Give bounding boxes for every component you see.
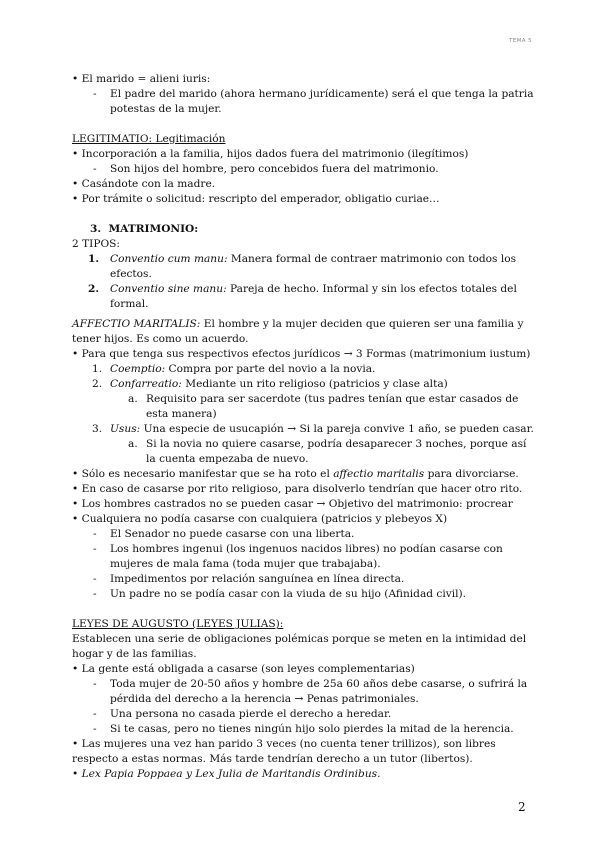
dash-no-casada: - Una persona no casada pierde el derecho a heredar. — [72, 707, 538, 722]
bullet-cualquiera: • Cualquiera no podía casarse con cualquiera (patricios y plebeyos X) — [72, 513, 448, 525]
tipo-sine-manu: 2. Conventio sine manu: Pareja de hecho. Informal y sin los efectos totales del formal. — [88, 283, 517, 310]
leyes-title: LEYES DE AUGUSTO (LEYES JULIAS): — [72, 618, 284, 630]
bullet-mujeres: • Las mujeres una vez han parido 3 veces (no cuenta tener trillizos), son libres respecto a estas normas. Más tarde tendrían derecho a un tutor (libertos). — [72, 738, 496, 765]
dash-afinidad: - Un padre no se podía casar con la viuda de su hijo (Afinidad civil). — [72, 587, 538, 602]
bullet-formas: • Para que tenga sus respectivos efectos jurídicos → 3 Formas (matrimonium iustum) — [72, 348, 531, 360]
dash-impedimentos: - Impedimentos por relación sanguínea en línea directa. — [72, 572, 538, 587]
confarreatio-requisito: a. Requisito para ser sacerdote (tus padres tenían que estar casados de esta manera) — [128, 393, 519, 420]
bullet-tramite: • Por trámite o solicitud: rescripto del emperador, obligatio curiae… — [72, 193, 440, 205]
bullet-marido: • El marido = alieni iuris: — [72, 73, 211, 85]
affectio-paragraph: AFFECTIO MARITALIS: El hombre y la mujer deciden que quieren ser una familia y tener hijos. Es como un acuerdo. — [72, 318, 524, 345]
bullet-obligada: • La gente está obligada a casarse (son leyes complementarias) — [72, 663, 415, 675]
bullet-incorporacion: • Incorporación a la familia, hijos dados fuera del matrimonio (ilegítimos) — [72, 148, 469, 160]
dash-senador: - El Senador no puede casarse con una liberta. — [72, 527, 538, 542]
forma-confarreatio: 2. Confarreatio: Mediante un rito religioso (patricios y clase alta) — [92, 378, 448, 390]
document-body — [72, 72, 538, 782]
bullet-casandote: • Casándote con la madre. — [72, 178, 216, 190]
bullet-rito: • En caso de casarse por rito religioso, para disolverlo tendrían que hacer otro rito. — [72, 483, 523, 495]
usus-desaparecer: a. Si la novia no quiere casarse, podría desaparecer 3 noches, porque así la cuenta empezaba de nuevo. — [128, 438, 527, 465]
tipos-label: 2 TIPOS: — [72, 238, 120, 250]
dash-hijos-hombre: - Son hijos del hombre, pero concebidos fuera del matrimonio. — [72, 162, 538, 177]
dash-ingenui: - Los hombres ingenui (los ingenuos nacidos libres) no podían casarse con mujeres de mala fama (toda mujer que trabajaba). — [72, 542, 538, 572]
legitimatio-title: LEGITIMATIO: Legitimación — [72, 133, 226, 145]
forma-coemptio: 1. Coemptio: Compra por parte del novio a la novia. — [92, 363, 376, 375]
tipo-cum-manu: 1. Conventio cum manu: Manera formal de contraer matrimonio con todos los efectos. — [88, 253, 517, 280]
dash-sin-hijo: - Si te casas, pero no tienes ningún hijo solo pierdes la mitad de la herencia. — [72, 722, 538, 737]
dash-padre-marido: - El padre del marido (ahora hermano jurídicamente) será el que tenga la patria potestas de la mujer. — [72, 87, 538, 117]
dash-edades: - Toda mujer de 20-50 años y hombre de 25a 60 años debe casarse, o sufrirá la pérdida del derecho a la herencia → Penas patrimoniales. — [72, 677, 538, 707]
bullet-lex: • Lex Papia Poppaea y Lex Julia de Maritandis Ordinibus. — [72, 768, 381, 780]
page-header: TEMA 5 — [509, 38, 532, 44]
matrimonio-heading: 3. MATRIMONIO: — [90, 223, 199, 235]
leyes-intro: Establecen una serie de obligaciones polémicas porque se meten en la intimidad del hogar y de las familias. — [72, 633, 527, 660]
forma-usus: 3. Usus: Una especie de usucapión → Si la pareja convive 1 año, se pueden casar. — [92, 423, 534, 435]
page-number: 2 — [518, 800, 526, 814]
bullet-castrados: • Los hombres castrados no se pueden casar → Objetivo del matrimonio: procrear — [72, 498, 513, 510]
bullet-divorcio: • Sólo es necesario manifestar que se ha roto el affectio maritalis para divorciarse. — [72, 468, 519, 480]
